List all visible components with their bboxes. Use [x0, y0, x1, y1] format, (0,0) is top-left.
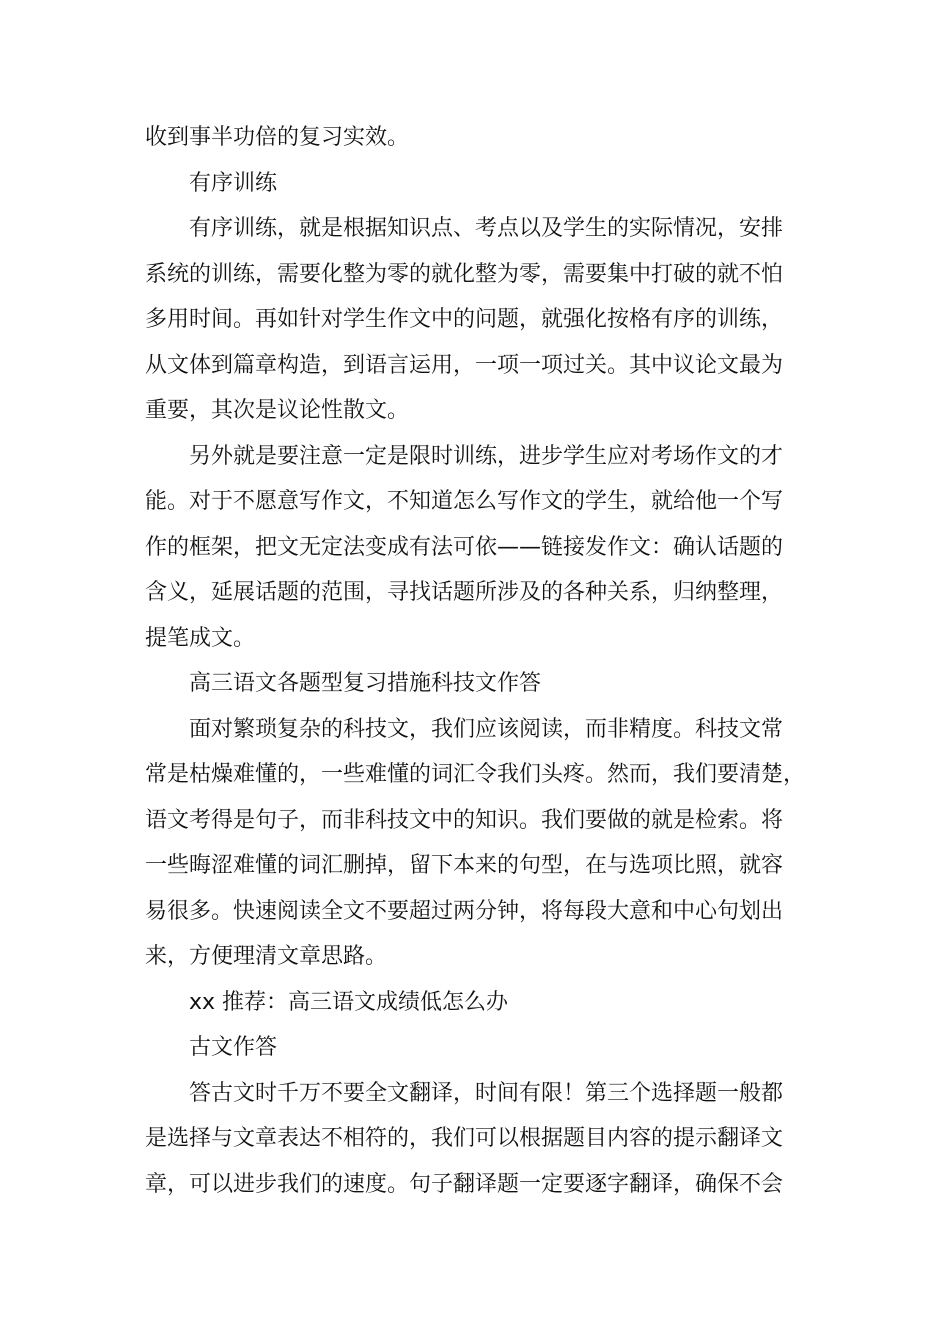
text-line: 系统的训练，需要化整为零的就化整为零，需要集中打破的就不怕: [145, 261, 784, 287]
text-line: 重要，其次是议论性散文。: [145, 398, 410, 423]
section-heading: 高三语文各题型复习措施科技文作答: [189, 671, 542, 696]
text-line: 易很多。快速阅读全文不要超过两分钟，将每段大意和中心句划出: [145, 898, 784, 924]
text-line: 一些晦涩难懂的词汇删掉，留下本来的句型，在与选项比照，就容: [145, 853, 784, 878]
text-line: 答古文时千万不要全文翻译，时间有限！第三个选择题一般都: [189, 1080, 784, 1106]
text-line: 从文体到篇章构造，到语言运用，一项一项过关。其中议论文最为: [145, 352, 784, 378]
text-line: 多用时间。再如针对学生作文中的问题，就强化按格有序的训练，: [145, 307, 784, 332]
recommendation-line: xx 推荐：高三语文成绩低怎么办: [189, 989, 509, 1015]
text-line: 面对繁琐复杂的科技文，我们应该阅读，而非精度。科技文常: [189, 716, 784, 742]
text-line: 是选择与文章表达不相符的，我们可以根据题目内容的提示翻译文: [145, 1126, 784, 1151]
text-line: 另外就是要注意一定是限时训练，进步学生应对考场作文的才: [189, 443, 784, 469]
text-line: 章，可以进步我们的速度。句子翻译题一定要逐字翻译，确保不会: [145, 1171, 784, 1197]
document-body: [145, 115, 825, 1207]
text-line: 能。对于不愿意写作文，不知道怎么写作文的学生，就给他一个写: [145, 489, 784, 514]
text-line: 有序训练，就是根据知识点、考点以及学生的实际情况，安排: [189, 216, 784, 241]
text-line: 提笔成文。: [145, 625, 256, 651]
text-line: 常是枯燥难懂的，一些难懂的词汇令我们头疼。然而，我们要清楚，: [145, 762, 806, 787]
section-heading: 有序训练: [189, 170, 278, 196]
text-line: 收到事半功倍的复习实效。: [145, 125, 410, 150]
text-line: 语文考得是句子，而非科技文中的知识。我们要做的就是检索。将: [145, 807, 784, 833]
section-heading: 古文作答: [189, 1035, 278, 1060]
text-line: 来，方便理清文章思路。: [145, 944, 388, 969]
text-line: 含义，延展话题的范围，寻找话题所涉及的各种关系，归纳整理，: [145, 580, 784, 605]
text-line: 作的框架，把文无定法变成有法可依——链接发作文：确认话题的: [145, 534, 784, 560]
